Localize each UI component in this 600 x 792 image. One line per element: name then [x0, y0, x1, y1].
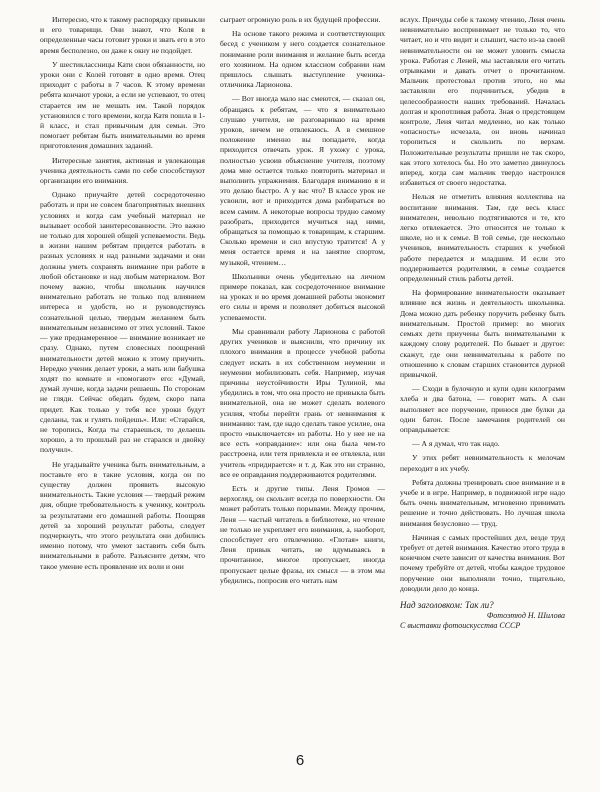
paragraph: Интересные занятия, активная и увлекающая ученика деятельность сами по себе способствуют организации его внимания.: [40, 155, 205, 186]
caption-credit: Фотоэтюд Н. Шилова: [486, 610, 565, 620]
text-column-3: [400, 15, 565, 745]
paragraph: На формирование внимательности оказывает влияние вся жизнь и деятельность школьника. Дома можно дать ребенку поручить ребенку быть внимательным. Простой пример: во многих семьях дети приучены быть внимательными к каждому слову родителей. По бывает и другое: скажут, где они невнимательны к работе по отношению к словам старших становится дурной привычкой.: [400, 288, 565, 379]
paragraph: Школьники очень убедительно на личном примере показал, как сосредоточенное внимание на уроках и во время домашней работы экономит его силы и время и позволяет добиться высокой успеваемости.: [220, 271, 385, 322]
text-column-1: [40, 15, 205, 745]
paragraph: У этих ребят невнимательность к мелочам переходит в их учебу.: [400, 453, 565, 473]
photo-caption: [400, 600, 565, 631]
paragraph: — Вот иногда мало нас смеются, — сказал он, обращаясь к ребятам, — что я внимательно слушаю учителя, не разговариваю на время уроков, ничем не отвлекаюсь. А в смешное положение именно вы попадаете, когда приходится отвечать урок. Я ухожу с урока, полностью усвоив объяснение учителя, поэтому дома мне остается только повторить материал и выполнить упражнения. Благодаря вниманию я и это делаю быстро. А у вас что? В классе урок не усвоили, вот и приходится дома разбираться во всем самим. А некоторые вопросы трудно самому разобрать, приходится мучиться над ними, обращаться за помощью к товарищам, к старшим. Сколько времени и сил впустую тратится! А у меня остается время и на занятие спортом, музыкой, чтением…: [220, 94, 385, 267]
text-column-2: [220, 15, 385, 745]
paragraph: У шестиклассницы Кати свои обязанности, но уроки они с Колей готовят в одно время. Отец приходит с работы в 7 часов. К этому времени ребята кончают уроки, а если не успевают, то отец старается им не мешать им. Такой порядок установился с того времени, когда Катя пошла в 1-й класс, и стал привычным для семьи. Это помогает ребятам быть внимательными во время приготовления домашних заданий.: [40, 59, 205, 151]
paragraph: Не угадывайте ученика быть внимательным, а поставьте его в такие условия, когда он по существу должен проявить высокую внимательность. Такие условия — твердый режим дня, общие требовательность к ученику, контроль за результатами его домашней работы. Поощряя детей за хороший результат работы, следует подчеркнуть, что этого результата они добились именно потому, что умеют заставить себя быть внимательными в работе. Разъясните детям, что такое умение есть проявление их воли и они: [40, 459, 205, 571]
paragraph: На основе такого режима и соответствующих бесед с учеником у него создается сознательное понимание роли внимания и желание быть всегда его хозяином. На одном классном собрании нам пришлось слышать выступление ученика-отличника Ларионова.: [220, 29, 385, 90]
paragraph: Интересно, что к такому распорядку привыкли и его товарищи. Они знают, что Коля в определенные часы готовит уроки и звать его в это время бесполезно, он даже к окну не подойдет.: [40, 15, 205, 55]
paragraph: Ребята должны тренировать свое внимание и в учебе и в игре. Например, в подвижной игре надо быть очень внимательным, мгновенно принимать решение и точно действовать. Но лучшая школа внимания безусловно — труд.: [400, 477, 565, 528]
paragraph: Однако приучайте детей сосредоточенно работать и при не совсем благоприятных внешних условиях и когда сам учебный материал не вызывает особой заинтересованности. Это важно не только для хорошей общей успеваемости. Ведь в жизни нашим ребятам придется работать в разных условиях и над разными задачами и они должны уметь сохранять внимание при работе в любой обстановке и над любым материалом. Вот почему важно, чтобы школьник научился внимательно работать не только под влиянием интереса и удобств, но и руководствуясь сознательной целью, твердым желанием быть внимательным независимо от этих условий. Такое — уже преднамеренное — внимание возникает не сразу. Однако, путем словесных поощрений внимательности детей можно к этому приучить. Нередко ученик делает уроки, а мать или бабушка ходят по комнате и «помогают» его: «Думай, думай лучше, когда задачи решаешь. По сторонам не гляди. Сейчас обедать будем, скоро папа придет. Как только у тебя все уроки будут сделаны, так и гулять пойдешь». Или: «Старайся, не торопись, Когда ты стараешься, то делаешь хорошо, а то прошлый раз не старался и двойку получил».: [40, 190, 205, 455]
paragraph: Начиная с самых простейших дел, везде труд требует от детей внимания. Качество этого труда в конечном счете зависит от качества внимания. Вот почему требуйте от детей, чтобы каждое трудовое поручение они выполняли точно, тщательно, доводили дело до конца.: [400, 532, 565, 593]
paragraph: Есть и другие типы. Леня Громов — верхогляд, он скользит всегда по поверхности. Он может работать только порывами. Между прочим, Леня — частый читатель в библиотеке, но чтение не только не укрепляет его внимания, а, наоборот, способствует его отвлечению. «Глотая» книги, Леня привык читать, не вдумываясь в прочитанное, многое пропускает, иногда пропускает целые фразы, их смысл — в этом мы убедились, попросив его читать нам: [220, 483, 385, 585]
caption-source: С выставки фотоискусства СССР: [400, 620, 521, 630]
page-number: 6: [295, 752, 305, 769]
article-page: [40, 15, 565, 745]
paragraph: Нельзя не отметить влияния коллектива на воспитание внимания. Там, где весь класс внимателен, невольно подтягиваются и те, кто легко отвлекается. Это относится не только к школе, но и к семье. В той семье, где несколько учеников, внимательность старших к учебной работе передается и младшим. И если это поддерживается родителями, в семье создается определенный стиль работы детей.: [400, 192, 565, 284]
paragraph: сыграет огромную роль в их будущей профессии.: [220, 15, 381, 24]
caption-title: Над заголовком: Так ли?: [400, 599, 494, 610]
paragraph: Мы сравнивали работу Ларионова с работой других учеников и выяснили, что причину их плохого внимания в процессе учебной работы следует искать в их собственном неумении и неумении мобилизовать себя. Например, изучая причины неустойчивости Иры Тулиной, мы убедились в том, что она просто не привыкла быть внимательной, она не может сделать волевого усилия, чтобы перейти грань от невнимания к вниманию: там, где надо сделать такое усилие, она просто «выключается» из работы. Но у нее не на все есть «оправдание»: или она была чем-то расстроена, или тетя привлекла и ее отвлекла, или учитель «придирается» и т. д. Как это ни странно, все ее оправдания поддерживаются родителями.: [220, 326, 385, 479]
paragraph: вслух. Причуды себе к такому чтению, Леня очень невнимательно воспринимает не только то, что читает, но и что видит и слышит, часто из-за своей невнимательности он не может уловить смысла урока. Работая с Леней, мы заставляли его читать отрывками и давать отчет о прочитанном. Мальчик протестовал против этого, но мы заставляли его подчиниться, убедив в целесообразности наших требований. Началась долгая и кропотливая работа. Зная о предстоящем контроле, Леня читал медленно, но как только «опасность» исчезала, он вновь начинал торопиться и скользить по верхам. Положительные результаты пришли не так скоро, как этого хотелось бы. Но это заметно двинулось вперед, когда сам мальчик твердо настроился избавиться от своего недостатка.: [400, 15, 565, 188]
paragraph: — А я думал, что так надо.: [412, 439, 500, 449]
paragraph: — Сходи в булочную и купи один килограмм хлеба и два батона, — говорит мать. А сын выполняет все поручение, принося две булки да один батон. После замечания родителей он оправдывается:: [400, 384, 565, 434]
